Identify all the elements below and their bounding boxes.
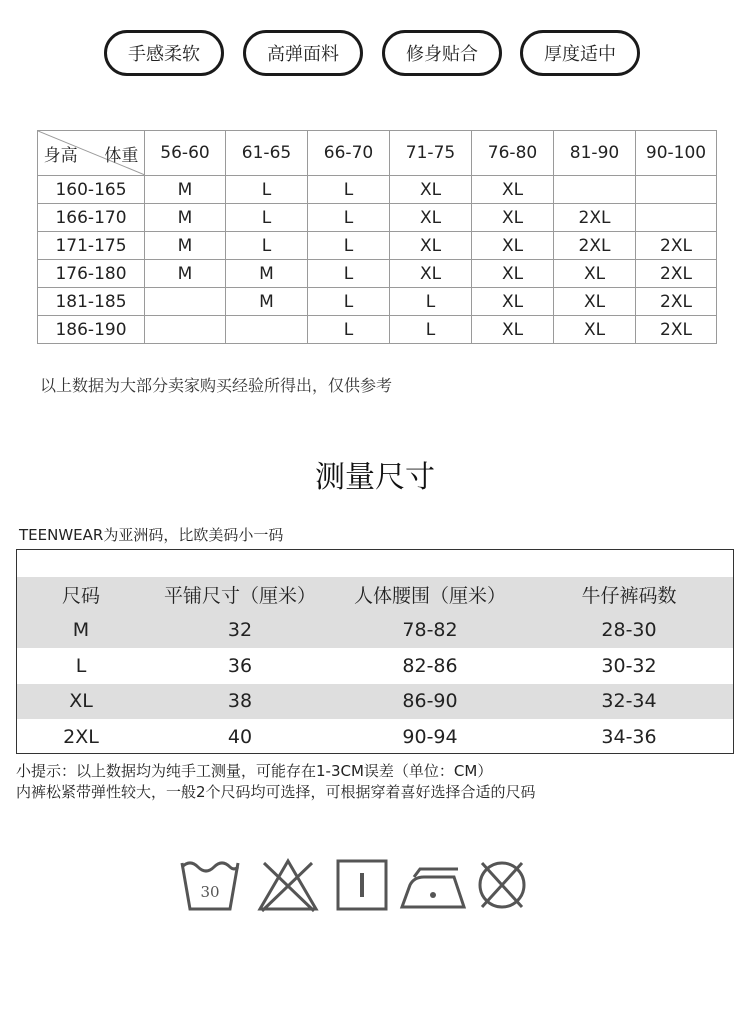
size-cell: 2XL bbox=[636, 232, 717, 260]
size-cell: 2XL bbox=[554, 204, 636, 232]
table-cell: 34-36 bbox=[601, 725, 657, 748]
size-cell: M bbox=[145, 232, 226, 260]
tip-line: 小提示：以上数据均为纯手工测量，可能存在1-3CM误差（单位：CM） bbox=[16, 762, 493, 780]
wash-30-icon bbox=[178, 855, 242, 915]
size-cell: L bbox=[390, 288, 472, 316]
measurement-table bbox=[17, 577, 733, 755]
size-cell: XL bbox=[472, 288, 554, 316]
table-cell: 38 bbox=[227, 690, 253, 713]
size-cell: XL bbox=[472, 260, 554, 288]
table-row bbox=[38, 204, 717, 232]
size-cell: XL bbox=[390, 260, 472, 288]
care-icons bbox=[0, 855, 750, 915]
height-range-cell: 181-185 bbox=[38, 288, 145, 316]
size-cell: L bbox=[308, 316, 390, 344]
column-header: 人体腰围（厘米） bbox=[353, 585, 506, 608]
table-cell: 2XL bbox=[63, 725, 99, 748]
table-cell: 82-86 bbox=[402, 654, 458, 677]
height-range-cell: 171-175 bbox=[38, 232, 145, 260]
line-dry-icon bbox=[334, 855, 390, 915]
size-cell: XL bbox=[472, 316, 554, 344]
table-cell: 30-32 bbox=[601, 654, 657, 677]
table-row bbox=[17, 719, 733, 755]
size-cell bbox=[226, 316, 308, 344]
table-row bbox=[38, 232, 717, 260]
wash-temp-label: 30 bbox=[200, 883, 220, 901]
size-cell: L bbox=[308, 288, 390, 316]
header-height-label: 身高 bbox=[43, 145, 78, 166]
size-chart-header-row bbox=[38, 131, 717, 176]
feature-pill-soft: 手感柔软 bbox=[104, 30, 224, 76]
table-row bbox=[38, 316, 717, 344]
height-range-cell: 166-170 bbox=[38, 204, 145, 232]
size-cell: 2XL bbox=[636, 260, 717, 288]
table-row bbox=[38, 288, 717, 316]
height-range-cell: 160-165 bbox=[38, 176, 145, 204]
size-cell: L bbox=[226, 232, 308, 260]
measurement-header-row bbox=[17, 577, 733, 613]
tips-block bbox=[16, 761, 536, 803]
size-cell: L bbox=[308, 204, 390, 232]
size-cell: XL bbox=[554, 316, 636, 344]
table-cell: XL bbox=[69, 690, 93, 713]
size-cell: L bbox=[308, 232, 390, 260]
weight-range-header: 90-100 bbox=[636, 131, 717, 176]
table-cell: M bbox=[72, 619, 90, 642]
size-cell: XL bbox=[472, 232, 554, 260]
measure-title: 测量尺寸 bbox=[315, 460, 435, 495]
weight-range-header: 56-60 bbox=[145, 131, 226, 176]
table-row bbox=[17, 648, 733, 684]
diagonal-header-cell bbox=[38, 131, 145, 176]
feature-pill-stretch: 高弹面料 bbox=[243, 30, 363, 76]
column-header: 平铺尺寸（厘米） bbox=[163, 585, 316, 608]
size-cell: XL bbox=[390, 204, 472, 232]
size-cell bbox=[145, 288, 226, 316]
asian-size-note: TEENWEAR为亚洲码，比欧美码小一码 bbox=[19, 526, 284, 544]
weight-range-header: 61-65 bbox=[226, 131, 308, 176]
feature-pill-slim-fit: 修身贴合 bbox=[382, 30, 502, 76]
size-cell bbox=[145, 316, 226, 344]
size-cell: M bbox=[145, 176, 226, 204]
size-cell: L bbox=[308, 176, 390, 204]
table-cell: 28-30 bbox=[601, 619, 657, 642]
no-bleach-icon bbox=[256, 855, 320, 915]
table-cell: 36 bbox=[227, 654, 253, 677]
size-cell bbox=[636, 176, 717, 204]
height-range-cell: 176-180 bbox=[38, 260, 145, 288]
size-cell: 2XL bbox=[636, 288, 717, 316]
table-row bbox=[38, 176, 717, 204]
feature-pill-thickness: 厚度适中 bbox=[520, 30, 640, 76]
size-chart-note: 以上数据为大部分卖家购买经验所得出，仅供参考 bbox=[40, 376, 393, 395]
size-cell: XL bbox=[554, 260, 636, 288]
measurement-table-box bbox=[16, 549, 734, 754]
table-cell: 86-90 bbox=[402, 690, 458, 713]
low-iron-icon bbox=[398, 855, 468, 915]
table-row bbox=[17, 613, 733, 649]
size-cell: M bbox=[145, 260, 226, 288]
size-cell: XL bbox=[472, 204, 554, 232]
size-cell: L bbox=[226, 204, 308, 232]
size-cell bbox=[554, 176, 636, 204]
height-range-cell: 186-190 bbox=[38, 316, 145, 344]
size-cell: XL bbox=[390, 232, 472, 260]
table-row bbox=[17, 684, 733, 720]
size-cell: 2XL bbox=[554, 232, 636, 260]
size-chart-table bbox=[37, 130, 717, 344]
size-cell: 2XL bbox=[636, 316, 717, 344]
size-cell: M bbox=[145, 204, 226, 232]
size-cell: XL bbox=[554, 288, 636, 316]
weight-range-header: 71-75 bbox=[390, 131, 472, 176]
column-header: 尺码 bbox=[61, 585, 100, 608]
table-cell: 32-34 bbox=[601, 690, 657, 713]
weight-range-header: 81-90 bbox=[554, 131, 636, 176]
table-row bbox=[38, 260, 717, 288]
tip-line: 内裤松紧带弹性较大，一般2个尺码均可选择，可根据穿着喜好选择合适的尺码 bbox=[16, 783, 536, 801]
table-cell: 32 bbox=[227, 619, 253, 642]
size-cell: L bbox=[308, 260, 390, 288]
weight-range-header: 76-80 bbox=[472, 131, 554, 176]
weight-range-header: 66-70 bbox=[308, 131, 390, 176]
size-cell: XL bbox=[472, 176, 554, 204]
header-weight-label: 体重 bbox=[104, 145, 139, 166]
size-cell bbox=[636, 204, 717, 232]
table-cell: 40 bbox=[227, 725, 253, 748]
column-header: 牛仔裤码数 bbox=[581, 585, 677, 608]
table-cell: L bbox=[75, 654, 87, 677]
size-cell: M bbox=[226, 260, 308, 288]
size-cell: XL bbox=[390, 176, 472, 204]
table-cell: 78-82 bbox=[402, 619, 458, 642]
no-dry-clean-icon bbox=[474, 855, 530, 915]
size-cell: L bbox=[390, 316, 472, 344]
size-cell: M bbox=[226, 288, 308, 316]
table-cell: 90-94 bbox=[402, 725, 458, 748]
size-cell: L bbox=[226, 176, 308, 204]
